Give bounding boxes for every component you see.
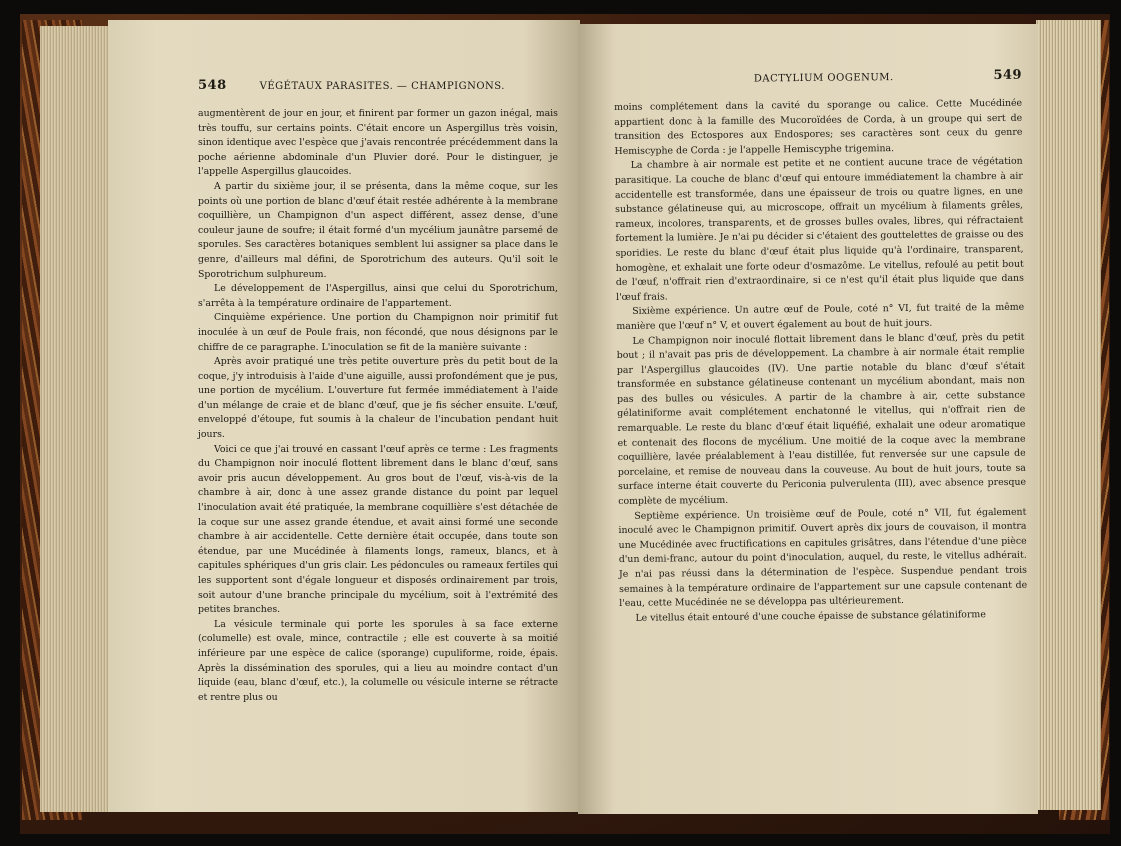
right-page-text	[614, 97, 1027, 627]
paragraph: Cinquième expérience. Une portion du Champignon noir primitif fut inoculée à un œuf de Poule frais, non fécondé, que nous désignons par le chiffre de ce paragraphe. L'inoculation se fit de la manière suivante :	[198, 312, 558, 353]
paragraph: Le Champignon noir inoculé flottait librement dans le blanc d'œuf, près du petit bout ; il n'avait pas pris de développement. La chambre à air normale était remplie par l'Aspergillus glaucoides (IV). Une partie notable du blanc d'œuf s'était transformée en substance gélatineuse contenant un mycélium abondant, mais non pas des bulles ou vésicules. A partir de la chambre à air, cette substance gélatiniforme avait complétement enchatonné le vitellus, qui n'offrait rien de remarquable. Le reste du blanc d'œuf était liquéfié, exhalait une odeur aromatique et contenait des flocons de mycélium. Une moitié de la coque avec la membrane coquillière, lavée préalablement à l'eau distillée, fut renversée sur une capsule de porcelaine, et remise de nouveau dans la couveuse. Au bout de huit jours, toute sa surface interne était couverte du Periconia pulverulenta (III), avec absence presque complète de mycélium.	[616, 331, 1027, 508]
right-page	[578, 24, 1038, 814]
paragraph: moins complétement dans la cavité du sporange ou calice. Cette Mucédinée appartient donc à la famille des Mucoroïdées de Corda, à un groupe qui sert de transition des Ectospores aux Endospores; ses caractères sont ceux du genre Hemiscyphe de Corda : je l'appelle Hemiscyphe trigemina.	[614, 97, 1023, 157]
left-page	[108, 20, 580, 812]
paragraph: Voici ce que j'ai trouvé en cassant l'œuf après ce terme : Les fragments du Champignon noir inoculé flottent librement dans le blanc d'œuf, sans avoir pris aucun développement. Au gros bout de l'œuf, vis-à-vis de la chambre à air, donc à une assez grande distance du point par lequel l'inoculation avait été pratiquée, la membrane coquillière s'est détachée de la coque sur une assez grande étendue, et avait ainsi formé une seconde chambre à air accidentelle. Cette dernière était occupée, dans toute son étendue, par une Mucédinée à filaments longs, rameux, blancs, et à capitules sphériques d'un gris clair. Les pédoncules ou rameaux fertiles qui les supportent sont d'égale longueur et disposés ordinairement par trois, soit autour d'une branche principale du mycélium, soit à l'extrémité des petites branches.	[198, 443, 558, 616]
paragraph: Septième expérience. Un troisième œuf de Poule, coté n° VII, fut également inoculé avec le Champignon primitif. Ouvert après dix jours de couvaison, il montra une Mucédinée avec fructifications en capitules grisâtres, dans l'étendue d'une pièce d'un demi-franc, autour du point d'inoculation, auquel, du reste, le vitellus adhérait. Je n'ai pas réussi dans la détermination de l'espèce. Suspendue pendant trois semaines à la température ordinaire de l'appartement sur une capsule contenant de l'eau, cette Mucédinée ne se développa pas ultérieurement.	[618, 506, 1028, 610]
right-page-number: 549	[993, 67, 1023, 84]
left-page-edges	[40, 26, 110, 812]
left-page-text	[198, 107, 558, 705]
right-running-head	[614, 68, 1022, 87]
left-running-title: VÉGÉTAUX PARASITES. — CHAMPIGNONS.	[259, 81, 505, 92]
left-page-number: 548	[198, 78, 227, 93]
paragraph: A partir du sixième jour, il se présenta, dans la même coque, sur les points où une portion de blanc d'œuf était restée adhérente à la membrane coquillière, un Champignon d'un aspect différent, assez dense, d'une couleur jaune de soufre; il était formé d'un mycélium jaunâtre parsemé de sporules. Ses caractères botaniques semblent lui assigner sa place dans le genre, d'ailleurs mal défini, de Sporotrichum des auteurs. Qu'il soit le Sporotrichum sulphureum.	[198, 180, 558, 280]
paragraph: Le développement de l'Aspergillus, ainsi que celui du Sporotrichum, s'arrêta à la température ordinaire de l'appartement.	[198, 283, 558, 309]
paragraph: augmentèrent de jour en jour, et finirent par former un gazon inégal, mais très touffu, sur certains points. C'était encore un Aspergillus très voisin, sinon identique avec l'espèce que j'avais rencontrée précédemment dans la poche aérienne abdominale d'un Pluvier doré. Pour le distinguer, je l'appelle Aspergillus glaucoides.	[198, 108, 558, 178]
paragraph: Après avoir pratiqué une très petite ouverture près du petit bout de la coque, j'y introduisis à l'aide d'une aiguille, aussi profondément que je pus, une portion de mycélium. L'ouverture fut fermée immédiatement à l'aide d'un mélange de craie et de blanc d'œuf, que je fis sécher ensuite. L'œuf, enveloppé d'étoupe, fut soumis à la chaleur de l'incubation pendant huit jours.	[198, 356, 558, 441]
paragraph: La chambre à air normale est petite et ne contient aucune trace de végétation parasitique. La couche de blanc d'œuf qui entoure immédiatement la chambre à air accidentelle est transformée, dans une épaisseur de trois ou quatre lignes, en une substance gélatineuse qui, au microscope, offrait un mycélium à filaments grêles, rameux, incolores, transparents, et de grosses bulles ovales, libres, qui réfractaient fortement la lumière. Je n'ai pu décider si c'étaient des gouttelettes de graisse ou des sporidies. Le reste du blanc d'œuf était plus liquide qu'à l'ordinaire, transparent, homogène, et exhalait une forte odeur d'osmazôme. Le vitellus, refoulé au petit bout de l'œuf, n'offrait rien d'extraordinaire, si ce n'est qu'il était plus liquide que dans l'œuf frais.	[614, 156, 1024, 303]
right-running-title: DACTYLIUM OOGENUM.	[753, 72, 894, 85]
right-page-edges	[1036, 20, 1101, 810]
paragraph: Sixième expérience. Un autre œuf de Poule, coté n° VI, fut traité de la même manière que l'œuf n° V, et ouvert également au bout de huit jours.	[616, 302, 1025, 332]
paragraph: La vésicule terminale qui porte les sporules à sa face externe (columelle) est ovale, mince, contractile ; elle est couverte à sa moitié inférieure par une espèce de calice (sporange) cupuliforme, roide, épais. Après la dissémination des sporules, qui a lieu au moindre contact d'un liquide (eau, blanc d'œuf, etc.), la columelle ou vésicule interne se rétracte et rentre plus ou	[198, 618, 558, 703]
paragraph: Le vitellus était entouré d'une couche épaisse de substance gélatiniforme	[635, 608, 986, 624]
left-running-head	[198, 78, 558, 93]
